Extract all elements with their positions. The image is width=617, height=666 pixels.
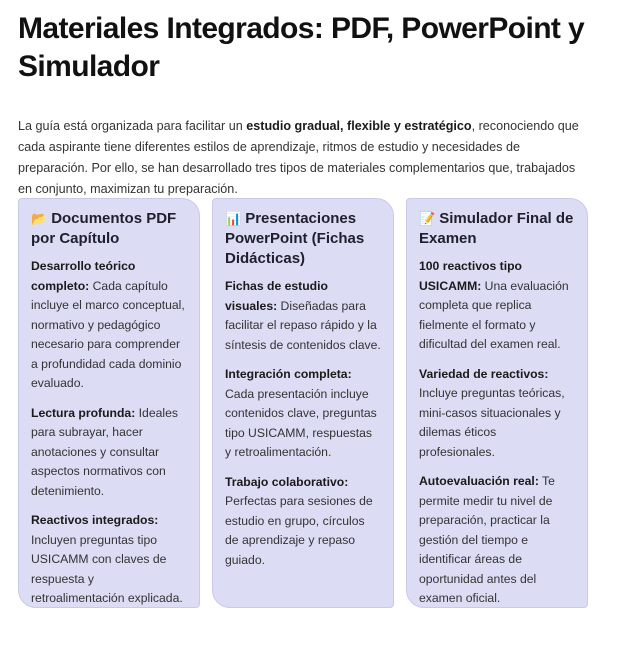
intro-paragraph [18, 116, 588, 200]
section-label: Variedad de reactivos: [419, 366, 549, 381]
card-title [225, 209, 381, 269]
page-title: Materiales Integrados: PDF, PowerPoint y Simulador [18, 12, 585, 83]
card-title [31, 209, 187, 249]
card-section [225, 365, 381, 463]
card-title-text: Presentaciones PowerPoint (Fichas Didácticas) [225, 210, 365, 267]
card-section [419, 365, 575, 463]
section-text: Incluye preguntas teóricas, mini-casos situacionales y dilemas éticos profesionales. [419, 386, 565, 459]
section-label: Autoevaluación real: [419, 474, 539, 488]
page [18, 10, 603, 605]
section-label: Fichas de estudio visuales: [225, 279, 328, 313]
intro-text-after: , reconociendo que cada aspirante tiene diferentes estilos de aprendizaje, ritmos de estudio y necesidades de preparación. Por ello, se han desarrollado tres tipos de materiales complementarios que, trabajados en conjunto, maximizan tu preparación. [18, 119, 579, 196]
section-label: Desarrollo teórico completo: [31, 259, 136, 293]
section-label: 100 reactivos tipo USICAMM: [419, 259, 522, 293]
card-section [31, 257, 187, 394]
card-section [31, 511, 187, 609]
section-text: Te permite medir tu nivel de preparación, practicar la gestión del tiempo e identificar áreas de oportunidad antes del examen oficial. [419, 474, 555, 605]
section-text: Ideales para subrayar, hacer anotaciones y consultar aspectos normativos con detenimiento. [31, 405, 178, 498]
section-text: Perfectas para sesiones de estudio en grupo, círculos de aprendizaje y repaso guiado. [225, 494, 373, 567]
card-section [31, 404, 187, 502]
card-section [419, 257, 575, 355]
section-text: Incluyen preguntas tipo USICAMM con claves de respuesta y retroalimentación explicada. [31, 532, 183, 605]
section-label: Reactivos integrados: [31, 513, 159, 527]
intro-bold-text: estudio gradual, flexible y estratégico [246, 119, 472, 133]
bar-chart-icon: 📊 [225, 211, 242, 226]
card-title-text: Documentos PDF por Capítulo [31, 210, 177, 247]
section-label: Integración completa: [225, 367, 352, 381]
section-text: Una evaluación completa que replica fielmente el formato y dificultad del examen real. [419, 278, 569, 351]
card-pdf-documents [18, 198, 200, 608]
card-title-text: Simulador Final de Examen [419, 210, 574, 247]
section-text: Diseñadas para facilitar el repaso rápido y la síntesis de contenidos clave. [225, 298, 381, 352]
memo-icon: 📝 [419, 211, 436, 226]
card-section [419, 472, 575, 609]
card-exam-simulator [406, 198, 588, 608]
card-title [419, 209, 575, 249]
folder-icon: 📂 [31, 211, 48, 226]
card-section [225, 277, 381, 355]
materials-cards [18, 198, 603, 608]
card-powerpoint-presentations [212, 198, 394, 608]
section-label: Lectura profunda: [31, 405, 136, 420]
section-label: Trabajo colaborativo: [225, 474, 349, 489]
section-text: Cada presentación incluye contenidos clave, preguntas tipo USICAMM, respuestas y retroalimentación. [225, 386, 377, 459]
card-section [225, 473, 381, 571]
intro-text-before: La guía está organizada para facilitar un [18, 119, 247, 133]
section-text: Cada capítulo incluye el marco conceptual, normativo y pedagógico necesario para comprender a profundidad cada dominio evaluado. [31, 278, 185, 390]
